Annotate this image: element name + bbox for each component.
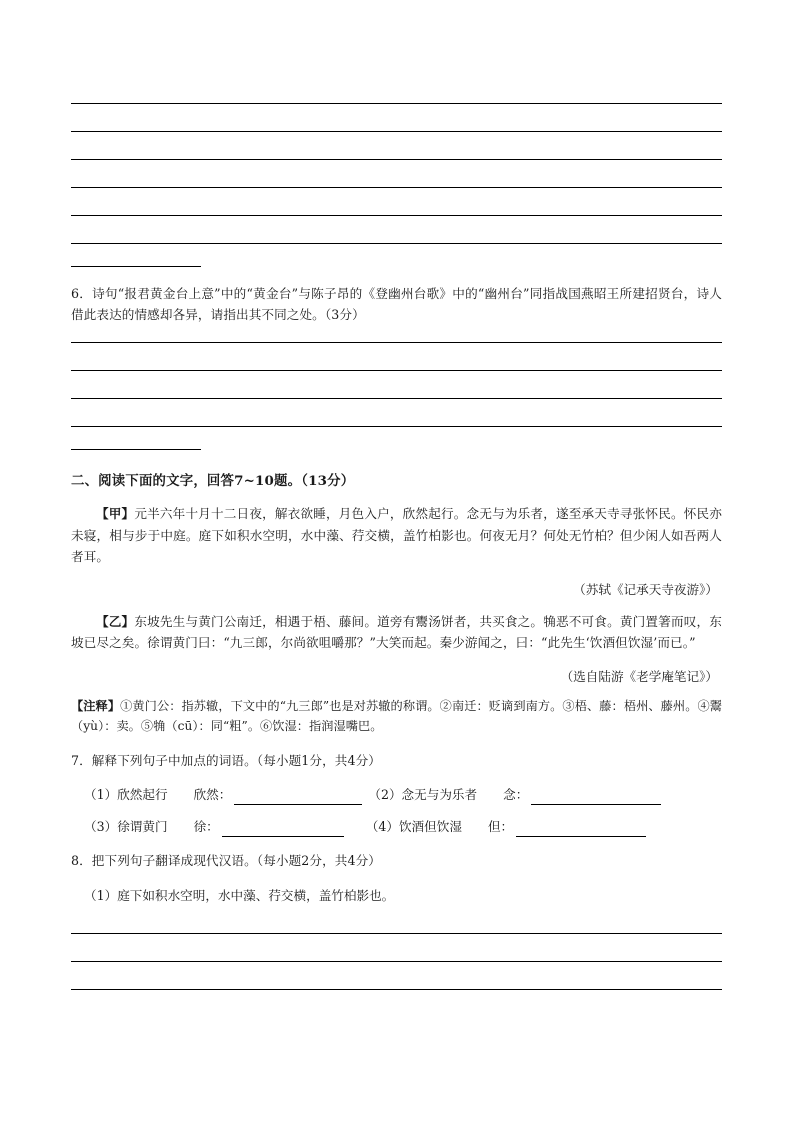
question-7-item-4-key: 但：: [487, 819, 514, 834]
question-7-item-2-label: （2）念无与为乐者: [368, 787, 478, 802]
passage-yi-tag: 【乙】: [96, 613, 135, 629]
question-6-text: 6．诗句“报君黄金台上意”中的“黄金台”与陈子昂的《登幽州台歌》中的“幽州台”同指战国燕昭王所建招贤台，诗人借此表达的情感却各异，请指出其不同之处。（3分）: [71, 286, 722, 322]
question-7-item-3-key: 徐：: [193, 819, 219, 834]
answer-line-short[interactable]: [71, 266, 201, 267]
section-2-heading: 二、阅读下面的文字，回答7~10题。（13分）: [71, 473, 355, 489]
question-7-item-4: [366, 817, 646, 837]
answer-lines-question-5: [71, 103, 722, 267]
notes-tag: 【注释】: [71, 698, 121, 713]
question-7-item-3: [84, 817, 344, 837]
question-7-item-3-label: （3）徐谓黄门: [84, 819, 168, 834]
passage-jia: [71, 503, 722, 568]
question-7-blank-2[interactable]: [531, 791, 661, 805]
passage-jia-attribution: （苏轼《记承天寺夜游》）: [573, 581, 718, 597]
question-7-blank-4[interactable]: [516, 823, 646, 837]
answer-lines-question-8: [71, 933, 722, 990]
question-7-item-1-key: 欣然：: [193, 787, 232, 802]
answer-lines-question-6: [71, 342, 722, 450]
question-7-blank-1[interactable]: [234, 791, 362, 805]
question-7-item-4-label: （4）饮酒但饮湿: [365, 819, 462, 834]
passage-jia-body: 元半六年十月十二日夜，解衣欲睡，月色入户，欣然起行。念无与为乐者，遂至承天寺寻张怀民。怀民亦未寝，相与步于中庭。庭下如积水空明，水中藻、荇交横，盖竹柏影也。何夜无月？何处无竹柏？但少闲人如吾两人者耳。: [71, 506, 722, 564]
question-8-prompt: 8．把下列句子翻译成现代汉语。（每小题2分，共4分）: [71, 853, 381, 868]
page-content-column: [71, 0, 722, 990]
answer-line[interactable]: [71, 989, 722, 990]
passage-yi-attribution: （选自陆游《老学庵笔记》）: [560, 668, 718, 684]
question-7-blank-3[interactable]: [222, 823, 344, 837]
notes-block: [71, 696, 722, 737]
passage-jia-tag: 【甲】: [96, 506, 135, 521]
question-7-item-2: [368, 785, 661, 805]
notes-body: ①黄门公：指苏辙，下文中的“九三郎”也是对苏辙的称谓。②南迁：贬谪到南方。③梧、藤：梧州、藤州。④鬻（yù）：卖。⑤觕（cū）：同“粗”。⑥饮湿：指润湿嘴巴。: [71, 698, 722, 733]
passage-yi-body: 东坡先生与黄门公南迁，相遇于梧、藤间。道旁有鬻汤饼者，共买食之。觕恶不可食。黄门置箸而叹，东坡已尽之矣。徐谓黄门曰：“九三郎，尔尚欲咀嚼那？”大笑而起。秦少游闻之，曰：“此先生‘饮酒但饮湿’而已。”: [71, 613, 722, 650]
question-7-row-2: [71, 817, 722, 837]
question-7-item-1-label: （1）欣然起行: [84, 787, 168, 802]
question-8-item-1-label: （1）庭下如积水空明，水中藻、荇交横，盖竹柏影也。: [84, 887, 395, 903]
question-7-row-1: [71, 785, 722, 805]
question-7-item-1: [84, 785, 362, 805]
question-7-prompt: 7．解释下列句子中加点的词语。（每小题1分，共4分）: [71, 752, 381, 768]
question-7-item-2-key: 念：: [503, 787, 529, 802]
passage-yi: [71, 611, 722, 654]
